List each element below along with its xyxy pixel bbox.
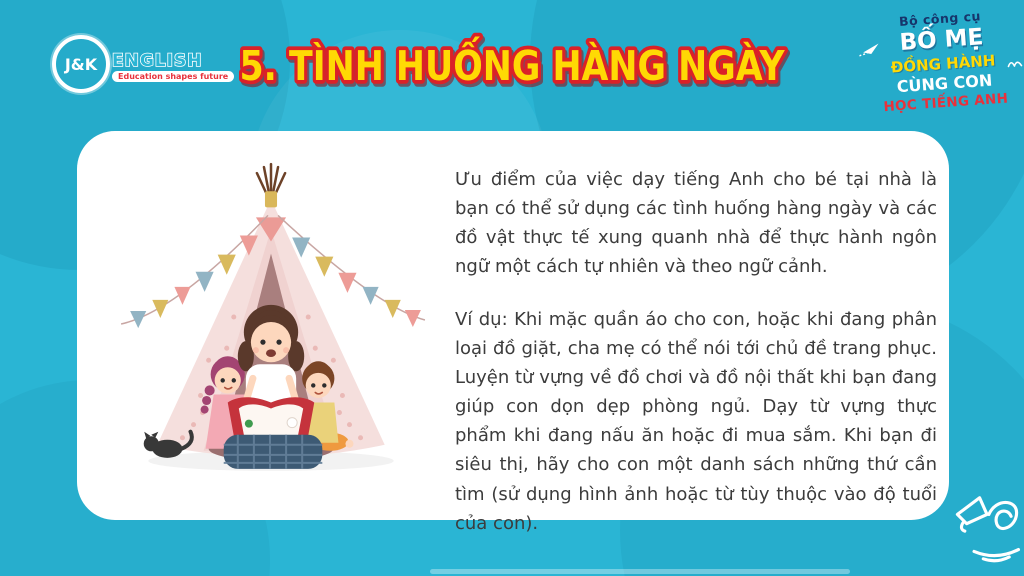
paragraph-examples: Ví dụ: Khi mặc quần áo cho con, hoặc khi đang phân loại đồ giặt, cha mẹ có thể nói tới chủ đề trang phục. Luyện từ vựng về đồ chơi và đồ nội thất khi bạn đang giúp con dọn dẹp phòng ngủ. Dạy từ vựng thực phẩm khi đang nấu ăn hoặc đi mua sắm. Khi bạn đi siêu thị, hãy cho con một danh sách những thứ cần tìm (sử dụng hình ảnh hoặc từ tùy thuộc vào độ tuổi của con). [455,308,937,534]
megaphone-doodle-icon [950,490,1024,574]
toolkit-badge [867,7,1020,117]
logo-wordmark [104,47,214,73]
badge-line-parents: BỐ MẸ [898,24,985,57]
svg-text:5. TÌNH HUỐNG HÀNG NGÀY: 5. TÌNH HUỐNG HÀNG NGÀY [239,42,883,90]
page-title [202,34,883,98]
bird-icon [1006,56,1024,70]
background-highlight [430,569,850,574]
teepee-illustration [105,151,437,483]
paper-plane-icon [858,40,881,57]
badge-line-accompany: ĐỒNG HÀNH [890,51,996,77]
content-card [77,131,949,534]
logo-initials: J&K [64,54,98,74]
badge-line-with-child: CÙNG CON [896,70,993,97]
paragraph-advantage: Ưu điểm của việc dạy tiếng Anh cho bé tại nhà là bạn có thể sử dụng các tình huống hàng ngày và các đồ vật thực tế xung quanh nhà để thực hành ngôn ngữ một cách tự nhiên và theo ngữ cảnh. [455,169,937,278]
svg-text:ENGLISH: ENGLISH [112,50,203,71]
body-text [455,165,937,538]
badge-line-toolkit: Bộ công cụ [898,8,982,29]
plaid-blanket [224,435,323,469]
badge-line-learn-english: HỌC TIẾNG ANH [883,91,1009,116]
logo-circle [52,35,110,93]
jk-english-logo [52,34,229,94]
logo-tagline: Education shapes future [112,71,234,82]
